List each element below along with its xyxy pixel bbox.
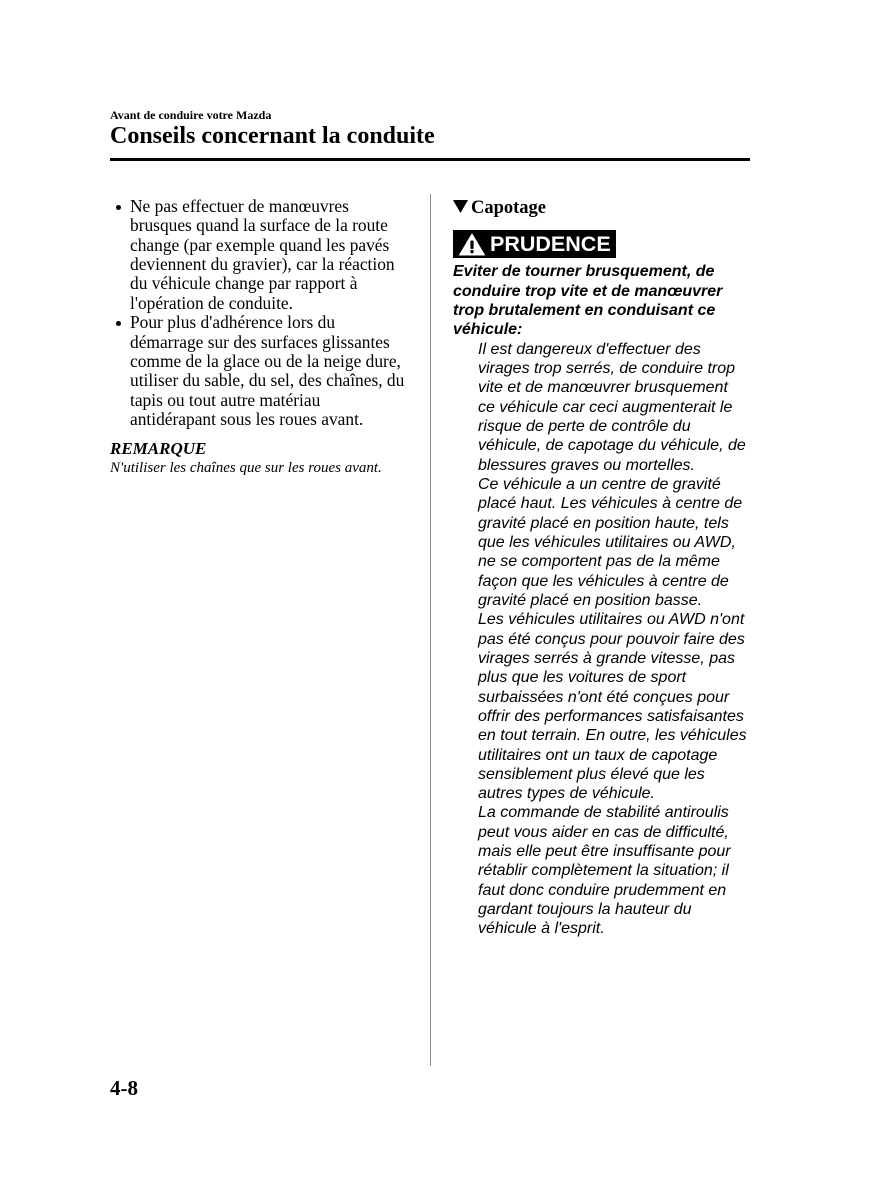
triangle-down-icon <box>453 200 468 213</box>
caution-text <box>453 262 747 938</box>
section-heading-text: Capotage <box>471 198 547 218</box>
title-rule <box>110 158 750 161</box>
note-heading: REMARQUE <box>110 439 207 458</box>
page-number: 4-8 <box>110 1076 138 1100</box>
caution-lead: Eviter de tourner brusquement, de conduire trop vite et de manœuvrer trop brutalement en conduisant ce véhicule: <box>453 263 723 339</box>
warning-icon <box>459 233 485 256</box>
caution-banner <box>453 230 616 258</box>
section-heading <box>453 198 546 218</box>
bullet-icon <box>116 321 121 326</box>
bullet-item <box>110 197 404 313</box>
bullet-text: Pour plus d'adhérence lors du démarrage sur des surfaces glissantes comme de la glace ou de la neige dure, utiliser du sable, du sel, des chaînes, du tapis ou tout autre matériau antidérapant sous les roues avant. <box>130 312 405 429</box>
caution-paragraph: Les véhicules utilitaires ou AWD n'ont pas été conçus pour pouvoir faire des virages serrés à grande vitesse, pas plus que les voitures de sport surbaissées n'ont été conçues pour offrir des performances satisfaisantes en tout terrain. En outre, les véhicules utilitaires ont un taux de capotage sensiblement plus élevé que les autres types de véhicule. <box>478 611 747 803</box>
column-divider <box>430 194 431 1066</box>
bullet-icon <box>116 205 121 210</box>
bullet-list <box>110 197 404 429</box>
note-text: N'utiliser les chaînes que sur les roues avant. <box>110 460 382 476</box>
running-head: Avant de conduire votre Mazda <box>110 108 272 122</box>
caution-paragraph: Ce véhicule a un centre de gravité placé haut. Les véhicules à centre de gravité placé en position haute, tels que les véhicules utilitaires ou AWD, ne se comportent pas de la même façon que les véhicules à centre de gravité placé en position basse. <box>478 475 743 609</box>
bullet-text: Ne pas effectuer de manœuvres brusques quand la surface de la route change (par exemple quand les pavés deviennent du gravier), car la réaction du véhicule change par rapport à l'opération de conduite. <box>130 196 395 313</box>
caution-body <box>478 340 747 939</box>
page-title: Conseils concernant la conduite <box>110 123 435 149</box>
caution-label: PRUDENCE <box>490 232 611 256</box>
caution-paragraph: La commande de stabilité antiroulis peut vous aider en cas de difficulté, mais elle peut être insuffisante pour rétablir complètement la situation; il faut donc conduire prudemment en gardant toujours la hauteur du véhicule à l'esprit. <box>478 804 731 938</box>
bullet-item <box>110 313 404 429</box>
caution-paragraph: Il est dangereux d'effectuer des virages trop serrés, de conduire trop vite et de manœuvrer brusquement ce véhicule car ceci augmenterait le risque de perte de contrôle du véhicule, de capotage du véhicule, de blessures graves ou mortelles. <box>478 340 746 474</box>
